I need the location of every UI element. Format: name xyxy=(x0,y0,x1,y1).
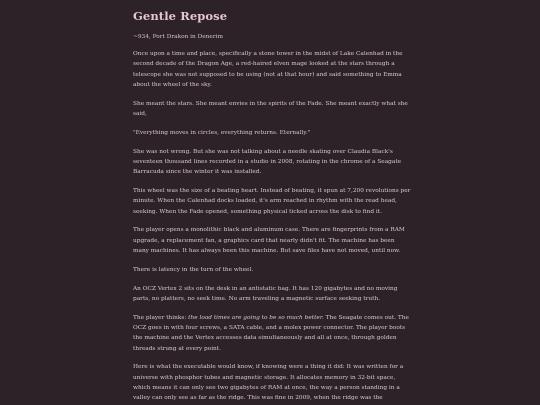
thinks-suffix: The Seagate comes out. The OCZ goes in with four screws, a SATA cable, and a molex power connector. The player boots the machine and the Vertex accesses data simultaneously and all at once, through golden threads strung at every point. xyxy=(133,314,409,352)
story-paragraph: An OCZ Vertex 2 sits on the desk in an antistatic bag. It has 120 gigabytes and no moving parts, no platters, no seek time. No arm traveling a magnetic surface seeking truth. xyxy=(133,285,398,302)
story-column xyxy=(133,9,411,405)
story-paragraph: "Everything moves in circles, everything returns. Eternally." xyxy=(133,129,311,136)
story-paragraph-thinks xyxy=(133,313,411,354)
thinks-prefix: The player thinks: xyxy=(133,314,189,321)
story-title: Gentle Repose xyxy=(133,9,228,23)
story-paragraph: She was not wrong. But she was not talking about a needle skating over Claudia Black's seventeen thousand lines recorded in a studio in 2008, rotating in the chrome of a Seagate Barracuda since the winter it was installed. xyxy=(133,148,402,176)
story-paragraph: The player opens a monolithic black and aluminum case. There are fingerprints from a RAM upgrade, a replacement fan, a graphics card that nearly didn't fit. The machine has been many machines. It has always been this machine. But save files have not moved, until now. xyxy=(133,227,405,254)
story-paragraph: This wheel was the size of a beating heart. Instead of beating, it spun at 7,200 revolutions per minute. When the Calenhad docks loaded, it's arm reached in rhythm with the read head, seeking. When the Fade opened, something physical ticked across the disk to find it. xyxy=(133,187,411,215)
story-paragraph: Once upon a time and place, specifically a stone tower in the midst of Lake Calenhad in the second decade of the Dragon Age, a red-haired elven mage looked at the stars through a telescope she was not supposed to be using (not at that hour) and said something to Emma about the wheel of the sky. xyxy=(133,51,403,88)
story-paragraph-final: Here is what the executable would know, if knowing were a thing it did: It was written for a universe with phosphor tubes and magnetic storage. It allocates memory in 32-bit space, which means it can only see two gigabytes of RAM at once, the way a person standing in a valley can only see as far as the ridge. This was fine in 2009, when the ridge was the xyxy=(133,364,404,402)
story-paragraph: There is latency in the turn of the wheel. xyxy=(133,266,254,273)
thinks-emphasis: the load times are going to be so much better. xyxy=(188,314,324,321)
story-paragraph: She meant the stars. She meant envies in the spirits of the Fade. She meant exactly what she said, xyxy=(133,100,408,117)
story-setting: ~934, Port Drakon in Denerim xyxy=(133,34,223,40)
